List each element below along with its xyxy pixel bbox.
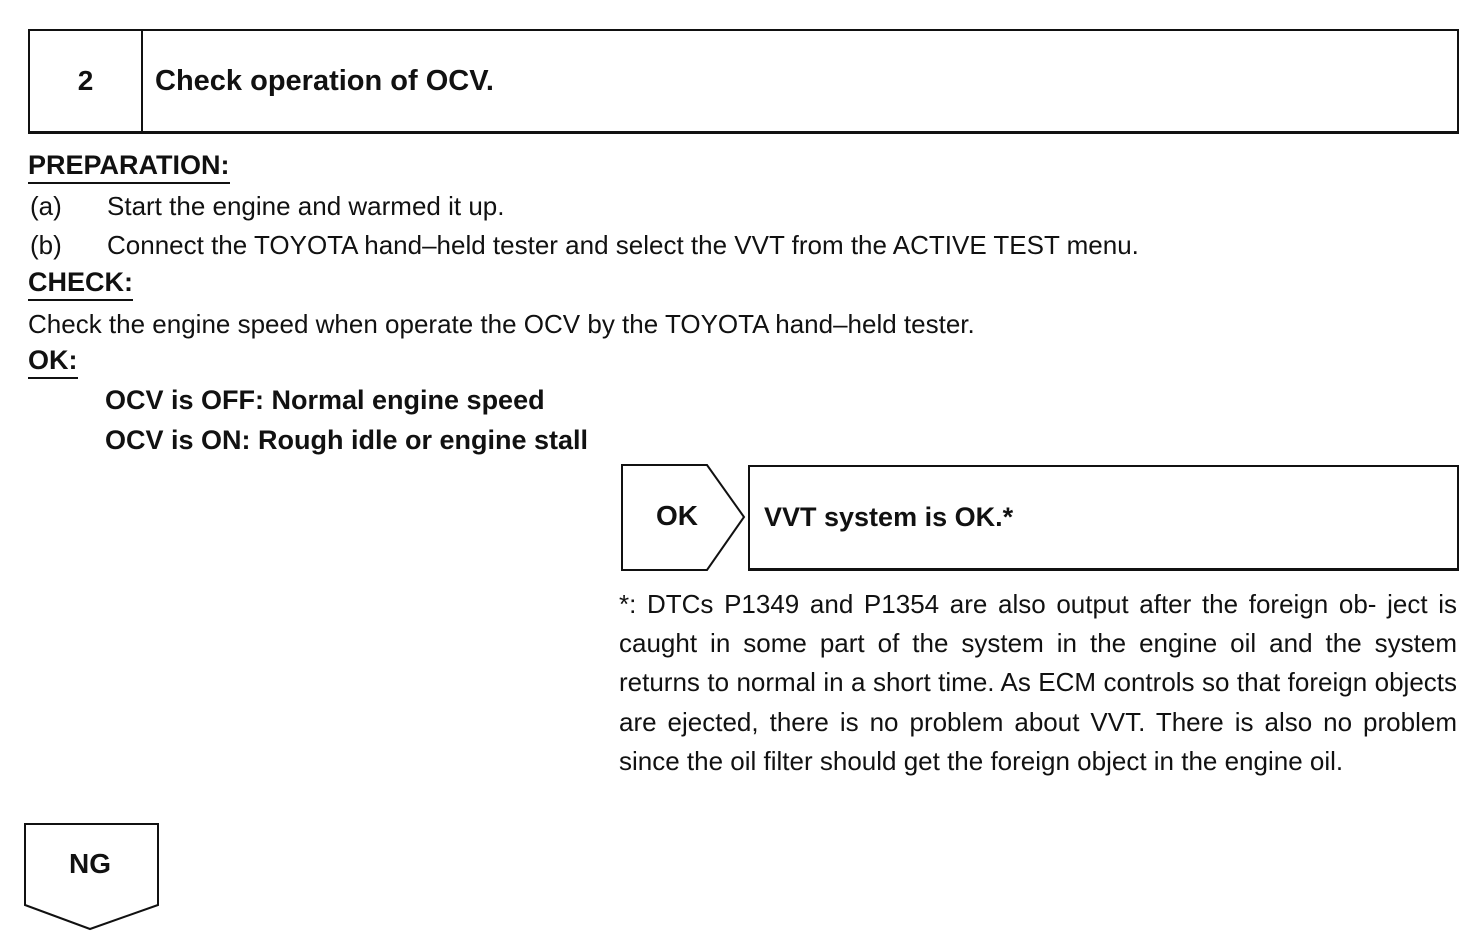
step-header [28,29,1459,134]
preparation-heading: PREPARATION: [28,149,230,184]
check-heading: CHECK: [28,266,133,301]
ok-criteria-heading: OK: [28,344,78,379]
preparation-item-a-text: Start the engine and warmed it up. [107,191,505,221]
preparation-item-b-marker: (b) [30,230,62,260]
footnote: *: DTCs P1349 and P1354 are also output after the foreign ob- ject is caught in some part of the system in the engine oil and the system returns to normal in a short time. As ECM controls so that foreign objects are ejected, there is no problem about VVT. There is also no problem since the oil filter should get the foreign object in the engine oil. [619,589,1457,776]
ok-result-box [748,465,1459,571]
ok-result-text: VVT system is OK.* [764,502,1014,532]
step-title: Check operation of OCV. [155,64,494,97]
ok-criteria-line-on: OCV is ON: Rough idle or engine stall [105,425,589,455]
preparation-item-a-marker: (a) [30,191,62,221]
preparation-item-b-text: Connect the TOYOTA hand–held tester and select the VVT from the ACTIVE TEST menu. [107,230,1139,260]
ok-criteria-line-off: OCV is OFF: Normal engine speed [105,385,545,415]
step-number: 2 [30,31,143,131]
ng-label: NG [69,848,111,879]
ok-label: OK [656,500,698,531]
check-text: Check the engine speed when operate the OCV by the TOYOTA hand–held tester. [28,309,975,339]
